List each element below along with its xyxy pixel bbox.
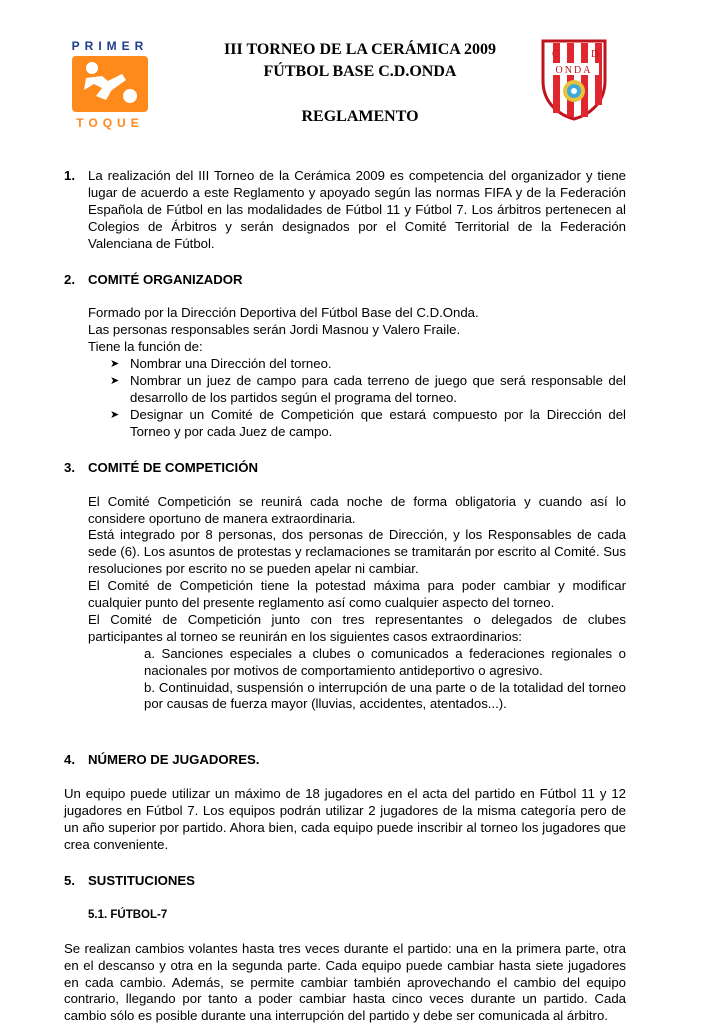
list-item: ➤ Designar un Comité de Competición que estará compuesto por la Dirección del Torneo y por cada Juez de campo. [110, 406, 626, 439]
section-5-1-heading: 5.1. FÚTBOL-7 [88, 908, 168, 921]
section-3-p3: El Comité de Competición tiene la potestad máxima para poder cambiar y modificar cualquier punto del presente reglamento así como cualquier aspecto del torneo. [88, 578, 626, 611]
svg-text:D: D [591, 49, 599, 60]
arrow-bullet-icon: ➤ [110, 408, 120, 421]
section-2-p2: Las personas responsables serán Jordi Masnou y Valero Fraile. [88, 322, 461, 338]
section-5-text: Se realizan cambios volantes hasta tres veces durante el partido: una en la primera parte, otra en el descanso y otra en la segunda parte. Cada equipo puede cambiar hasta siete jugadores en cada cambio. Además, se permite cambiar también aprovechando el cambio del equipo contrario, llegando por tanto a poder cambiar hasta cinco veces durante un partido. Cada cambio sólo es posible durante una interrupción del partido y debe ser comunicada al árbitro. [64, 940, 626, 1024]
title-line-3: REGLAMENTO [301, 108, 419, 125]
section-number: 2. [64, 271, 75, 287]
section-2-p1: Formado por la Dirección Deportiva del Fútbol Base del C.D.Onda. [88, 305, 479, 321]
arrow-bullet-icon: ➤ [110, 375, 120, 388]
cd-onda-crest [539, 37, 609, 121]
list-item: ➤ Nombrar un juez de campo para cada terreno de juego que será responsable del desarrollo de los partidos según el programa del torneo. [110, 373, 626, 405]
section-3-sub-b: b. Continuidad, suspensión o interrupción de una parte o de la totalidad del torneo por causas de fuerza mayor (lluvias, accidentes, atentados...). [144, 679, 626, 712]
section-4-heading-row [64, 752, 626, 769]
section-3-p4: El Comité de Competición junto con tres representantes o delegados de clubes participantes al torneo se reunirán en los siguientes casos extraordinarios: [88, 611, 626, 644]
section-3-heading-row [64, 460, 626, 477]
section-5-heading-row [64, 873, 626, 890]
title-line-1: III TORNEO DE LA CERÁMICA 2009 [224, 41, 496, 58]
section-1 [64, 168, 626, 253]
section-5-heading: SUSTITUCIONES [88, 872, 195, 888]
section-number: 5. [64, 872, 75, 888]
section-3-p2: Está integrado por 8 personas, dos personas de Dirección, y los Responsables de cada sede (6). Los asuntos de protestas y reclamaciones se tramitarán por escrito al Comité. Sus resoluciones por escrito no se pueden apelar ni cambiar. [88, 527, 626, 577]
primer-toque-logo [62, 38, 158, 130]
section-1-text: La realización del III Torneo de la Cerámica 2009 es competencia del organizador y tiene lugar de acuerdo a este Reglamento y apoyado según las normas FIFA y de la Federación Española de Fútbol en las modalidades de Fútbol 11 y Fútbol 7. Los árbitros pertenecen al Colegios de Árbitros y serán designados por el Comité Territorial de la Federación Valenciana de Fútbol. [88, 168, 626, 251]
section-number: 1. [64, 168, 75, 183]
section-3-sub-a: a. Sanciones especiales a clubes o comunicados a federaciones regionales o nacionales por motivos de comportamiento antideportivo o agresivo. [144, 645, 626, 678]
section-number: 4. [64, 752, 75, 768]
section-3-p1: El Comité Competición se reunirá cada noche de forma obligatoria y cuando así lo considere oportuno de manera extraordinaria. [88, 493, 626, 526]
svg-text:TOQUE: TOQUE [76, 116, 144, 130]
section-3-heading: COMITÉ DE COMPETICIÓN [88, 459, 258, 475]
section-2-heading: COMITÉ ORGANIZADOR [88, 271, 243, 287]
section-2-content [64, 305, 626, 356]
section-4-text: Un equipo puede utilizar un máximo de 18 jugadores en el acta del partido en Fútbol 11 y 12 jugadores en Fútbol 7. Los equipos podrán utilizar 2 jugadores de la misma categoría pero de un año superior por partido. Ahora bien, cada equipo puede inscribir al torneo los jugadores que crea conveniente. [64, 786, 626, 852]
section-2-heading-row [64, 272, 626, 289]
document-body [64, 168, 626, 1025]
document-header [0, 0, 728, 140]
section-number: 3. [64, 459, 75, 475]
list-item: ➤ Nombrar una Dirección del torneo. [110, 356, 332, 372]
svg-text:C: C [552, 49, 559, 60]
title-line-2: FÚTBOL BASE C.D.ONDA [263, 63, 457, 80]
section-4-heading: NÚMERO DE JUGADORES. [88, 752, 260, 768]
arrow-bullet-icon: ➤ [110, 358, 120, 371]
section-3-content [64, 494, 626, 714]
section-2-p3: Tiene la función de: [88, 339, 203, 355]
svg-text:ONDA: ONDA [555, 65, 593, 76]
svg-text:PRIMER: PRIMER [71, 39, 149, 53]
